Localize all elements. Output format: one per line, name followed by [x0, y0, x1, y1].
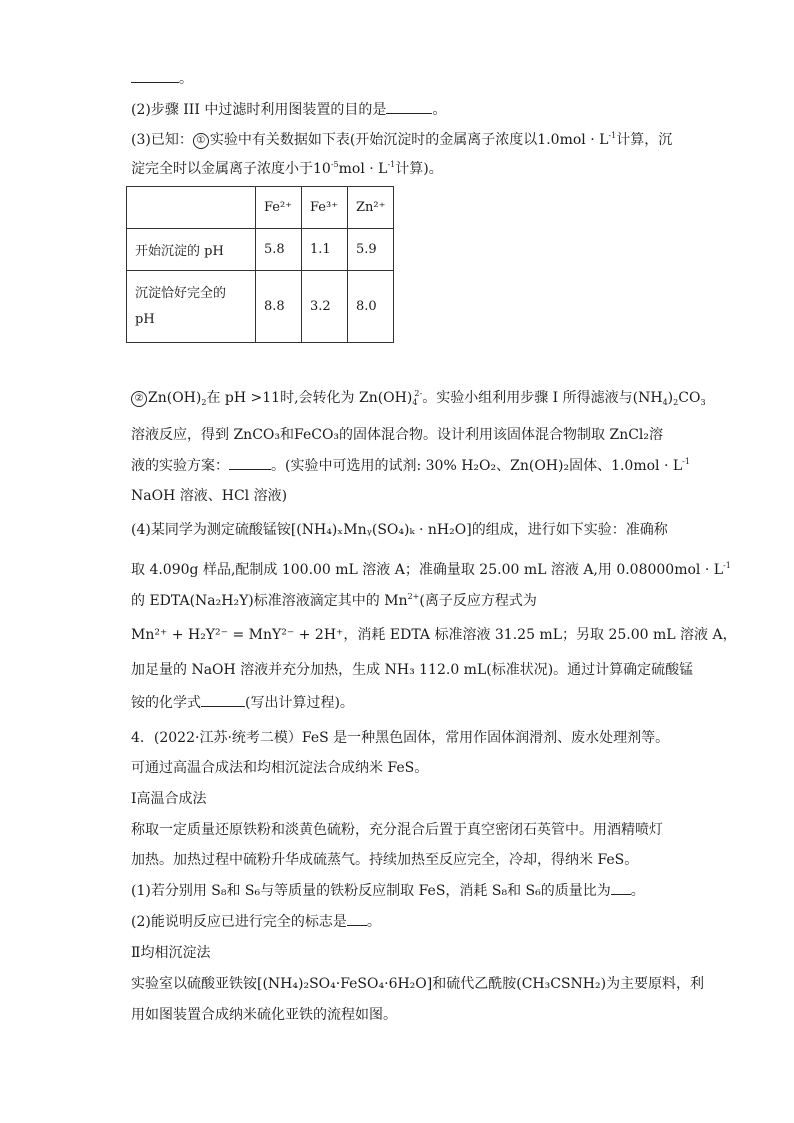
formula-ammonium-manganese-sulfate: [(NH₄)ₓMnᵧ(SO₄)ₖ · nH₂O]: [290, 522, 472, 538]
ionic-equation: Mn²⁺ + H₂Y²⁻ = MnY²⁻ + 2H⁺: [131, 627, 344, 643]
problem-4-question-2: (2)能说明反应已进行完全的标志是 。: [131, 914, 381, 930]
question-4-line6: 铵的化学式 (写出计算过程)。: [131, 695, 354, 711]
table-row-label: 沉淀恰好完全的 pH: [127, 271, 256, 343]
table-cell: 3.2: [302, 271, 348, 343]
question-4-line4: Mn²⁺ + H₂Y²⁻ = MnY²⁻ + 2H⁺，消耗 EDTA 标准溶液 31.25 mL；另取 25.00 mL 溶液 A，: [131, 627, 737, 643]
table-cell: 8.0: [348, 271, 394, 343]
answer-blank: [611, 882, 631, 895]
question-3-known-line1: (3)已知： ① 实验中有关数据如下表(开始沉淀时的金属离子浓度以$1.0mol \cdot L^{-1}$计算，沉: [131, 131, 673, 148]
answer-line-top: 。: [131, 70, 193, 88]
section-1-para-line1: 称取一定质量还原铁粉和淡黄色硫粉，充分混合后置于真空密闭石英管中。用酒精喷灯: [131, 822, 663, 838]
section-heading-1: Ⅰ高温合成法: [131, 791, 207, 807]
problem-4-question-1: (1)若分别用 S₈和 S₆与等质量的铁粉反应制取 FeS，消耗 S₈和 S₆的质量比为 。: [131, 883, 645, 899]
point-2-line4: NaOH 溶液、HCl 溶液): [131, 488, 288, 504]
point-2-line3: 液的实验方案： 。(实验中可选用的试剂: 30% H₂O₂、Zn(OH)₂固体、$1.0mol \cdot L^{-1}$: [131, 457, 690, 474]
table-header-cell: Fe³⁺: [302, 187, 348, 229]
table-cell: 5.8: [256, 229, 302, 271]
circled-number-2: ②: [131, 391, 147, 407]
answer-blank: [131, 70, 179, 83]
question-4-line5: 加足量的 NaOH 溶液并充分加热，生成 NH₃ 112.0 mL(标准状况)。通过计算确定硫酸锰: [131, 662, 694, 678]
answer-blank: [201, 694, 245, 707]
question-4-line1: (4)某同学为测定硫酸锰铵[(NH₄)ₓMnᵧ(SO₄)ₖ · nH₂O]的组成，进行如下实验：准确称: [131, 522, 668, 538]
table-row-label: 开始沉淀的 pH: [127, 229, 256, 271]
answer-blank: [386, 101, 432, 114]
problem-4-intro: 可通过高温合成法和均相沉淀法合成纳米 FeS。: [131, 760, 429, 776]
table-header-row: [127, 187, 394, 229]
section-2-para-line1: 实验室以硫酸亚铁铵[(NH₄)₂SO₄·FeSO₄·6H₂O]和硫代乙酰胺(CH₃CSNH₂)为主要原料，利: [131, 976, 705, 992]
table-header-cell: Zn²⁺: [348, 187, 394, 229]
question-4-line3: 的 EDTA(Na₂H₂Y)标准溶液滴定其中的 $Mn^{2+}$(离子反应方程式为: [131, 592, 537, 609]
table-cell: 5.9: [348, 229, 394, 271]
section-2-para-line2: 用如图装置合成纳米硫化亚铁的流程如图。: [131, 1007, 397, 1023]
point-2-line1: ② $Zn(OH)_2$在 pH >11时,会转化为 $Zn(OH)_4^{2-}$。实验小组利用步骤 I 所得滤液与$(NH_4)_2CO_3$: [131, 389, 706, 407]
section-1-para-line2: 加热。加热过程中硫粉升华成硫蒸气。持续加热至反应完全，冷却，得纳米 FeS。: [131, 852, 639, 868]
question-4-line2: 取 4.090g 样品,配制成 100.00 mL 溶液 A；准确量取 25.00 mL 溶液 A,用 $0.08000mol \cdot L^{-1}$: [131, 561, 731, 578]
table-header-cell: [127, 187, 256, 229]
table-header-cell: Fe²⁺: [256, 187, 302, 229]
answer-blank: [229, 457, 271, 470]
point-2-line2: 溶液反应，得到 ZnCO₃和FeCO₃的固体混合物。设计利用该固体混合物制取 ZnCl₂溶: [131, 427, 664, 443]
problem-4-title: 4．(2022·江苏·统考二模）FeS 是一种黑色固体，常用作固体润滑剂、废水处理剂等。: [131, 730, 670, 746]
circled-number-1: ①: [193, 133, 209, 149]
section-heading-2: Ⅱ均相沉淀法: [131, 945, 211, 961]
precipitation-ph-table: [126, 186, 394, 343]
table-row: [127, 229, 394, 271]
table-row: [127, 271, 394, 343]
question-2-step3: (2)步骤 III 中过滤时利用图装置的目的是 。: [131, 102, 447, 118]
answer-blank: [347, 913, 367, 926]
table-cell: 8.8: [256, 271, 302, 343]
question-3-known-line2: 淀完全时以金属离子浓度小于$10^{-5}mol \cdot L^{-1}$计算)。: [131, 160, 443, 177]
table-cell: 1.1: [302, 229, 348, 271]
